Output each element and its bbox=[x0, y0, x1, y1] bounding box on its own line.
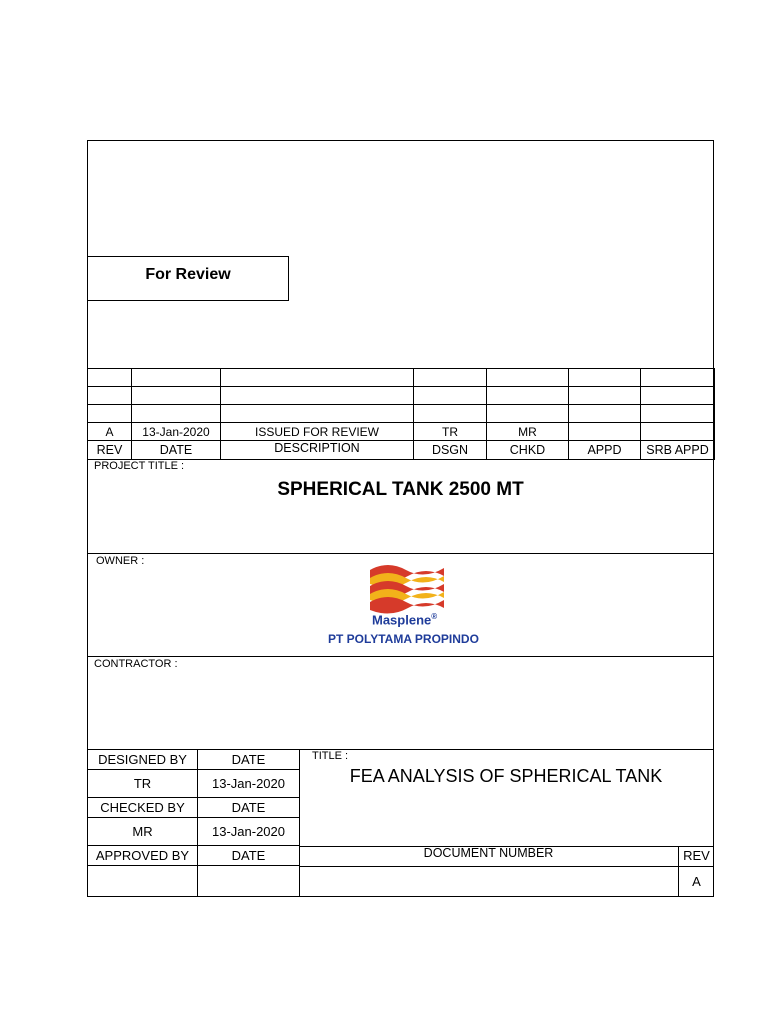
divider bbox=[299, 866, 714, 867]
project-title: SPHERICAL TANK 2500 MT bbox=[277, 479, 524, 500]
table-row bbox=[88, 423, 715, 441]
title-label: TITLE : bbox=[312, 750, 349, 762]
document-title: FEA ANALYSIS OF SPHERICAL TANK bbox=[349, 766, 663, 786]
registered-mark: ® bbox=[431, 612, 438, 621]
contractor-label: CONTRACTOR : bbox=[94, 658, 178, 670]
appd-cell bbox=[569, 369, 641, 387]
divider bbox=[87, 553, 714, 554]
table-row bbox=[88, 387, 715, 405]
table-row bbox=[88, 369, 715, 387]
date-cell bbox=[132, 369, 221, 387]
header-date: DATE bbox=[132, 441, 221, 460]
rev-cell bbox=[88, 369, 132, 387]
dsgn-cell: TR bbox=[414, 423, 487, 441]
approved-date-value bbox=[198, 866, 300, 897]
signoff-table bbox=[87, 749, 300, 897]
date-label: DATE bbox=[198, 798, 300, 818]
brand-text: Masplene bbox=[372, 612, 432, 628]
rev-cell: A bbox=[88, 423, 132, 441]
brand-name bbox=[372, 612, 437, 627]
description-cell: ISSUED FOR REVIEW bbox=[221, 423, 414, 441]
header-rev: REV bbox=[88, 441, 132, 460]
rev-label: REV bbox=[683, 848, 710, 863]
rev-value: A bbox=[692, 874, 701, 889]
revision-header-row bbox=[88, 441, 715, 460]
checked-by-label: CHECKED BY bbox=[88, 798, 198, 818]
rev-cell bbox=[88, 405, 132, 423]
chkd-cell: MR bbox=[487, 423, 569, 441]
table-row bbox=[88, 846, 300, 866]
table-row bbox=[88, 405, 715, 423]
designed-date-value: 13-Jan-2020 bbox=[198, 770, 300, 798]
review-stamp: For Review bbox=[87, 256, 289, 301]
srb-appd-cell bbox=[641, 405, 715, 423]
document-number-label: DOCUMENT NUMBER bbox=[423, 846, 554, 860]
rev-cell bbox=[88, 387, 132, 405]
chkd-cell bbox=[487, 387, 569, 405]
checked-by-value: MR bbox=[88, 818, 198, 846]
date-cell bbox=[132, 387, 221, 405]
checked-date-value: 13-Jan-2020 bbox=[198, 818, 300, 846]
approved-by-value bbox=[88, 866, 198, 897]
appd-cell bbox=[569, 405, 641, 423]
designed-by-value: TR bbox=[88, 770, 198, 798]
date-cell bbox=[132, 405, 221, 423]
srb-appd-cell bbox=[641, 387, 715, 405]
header-description: DESCRIPTION bbox=[221, 441, 414, 460]
date-label: DATE bbox=[198, 750, 300, 770]
appd-cell bbox=[569, 387, 641, 405]
header-srb-appd: SRB APPD bbox=[641, 441, 715, 460]
table-row bbox=[88, 818, 300, 846]
dsgn-cell bbox=[414, 369, 487, 387]
designed-by-label: DESIGNED BY bbox=[88, 750, 198, 770]
dsgn-cell bbox=[414, 387, 487, 405]
chkd-cell bbox=[487, 369, 569, 387]
revision-table bbox=[87, 368, 715, 460]
masplene-logo bbox=[320, 560, 500, 650]
description-cell bbox=[221, 369, 414, 387]
table-row bbox=[88, 866, 300, 897]
dsgn-cell bbox=[414, 405, 487, 423]
header-appd: APPD bbox=[569, 441, 641, 460]
appd-cell bbox=[569, 423, 641, 441]
table-row bbox=[88, 798, 300, 818]
date-label: DATE bbox=[198, 846, 300, 866]
header-dsgn: DSGN bbox=[414, 441, 487, 460]
srb-appd-cell bbox=[641, 423, 715, 441]
table-row bbox=[88, 750, 300, 770]
divider bbox=[87, 656, 714, 657]
project-title-label: PROJECT TITLE : bbox=[94, 460, 185, 472]
header-chkd: CHKD bbox=[487, 441, 569, 460]
table-row bbox=[88, 770, 300, 798]
approved-by-label: APPROVED BY bbox=[88, 846, 198, 866]
company-name: PT POLYTAMA PROPINDO bbox=[328, 632, 479, 646]
description-cell bbox=[221, 387, 414, 405]
chkd-cell bbox=[487, 405, 569, 423]
description-cell bbox=[221, 405, 414, 423]
date-cell: 13-Jan-2020 bbox=[132, 423, 221, 441]
owner-label: OWNER : bbox=[96, 555, 145, 567]
srb-appd-cell bbox=[641, 369, 715, 387]
